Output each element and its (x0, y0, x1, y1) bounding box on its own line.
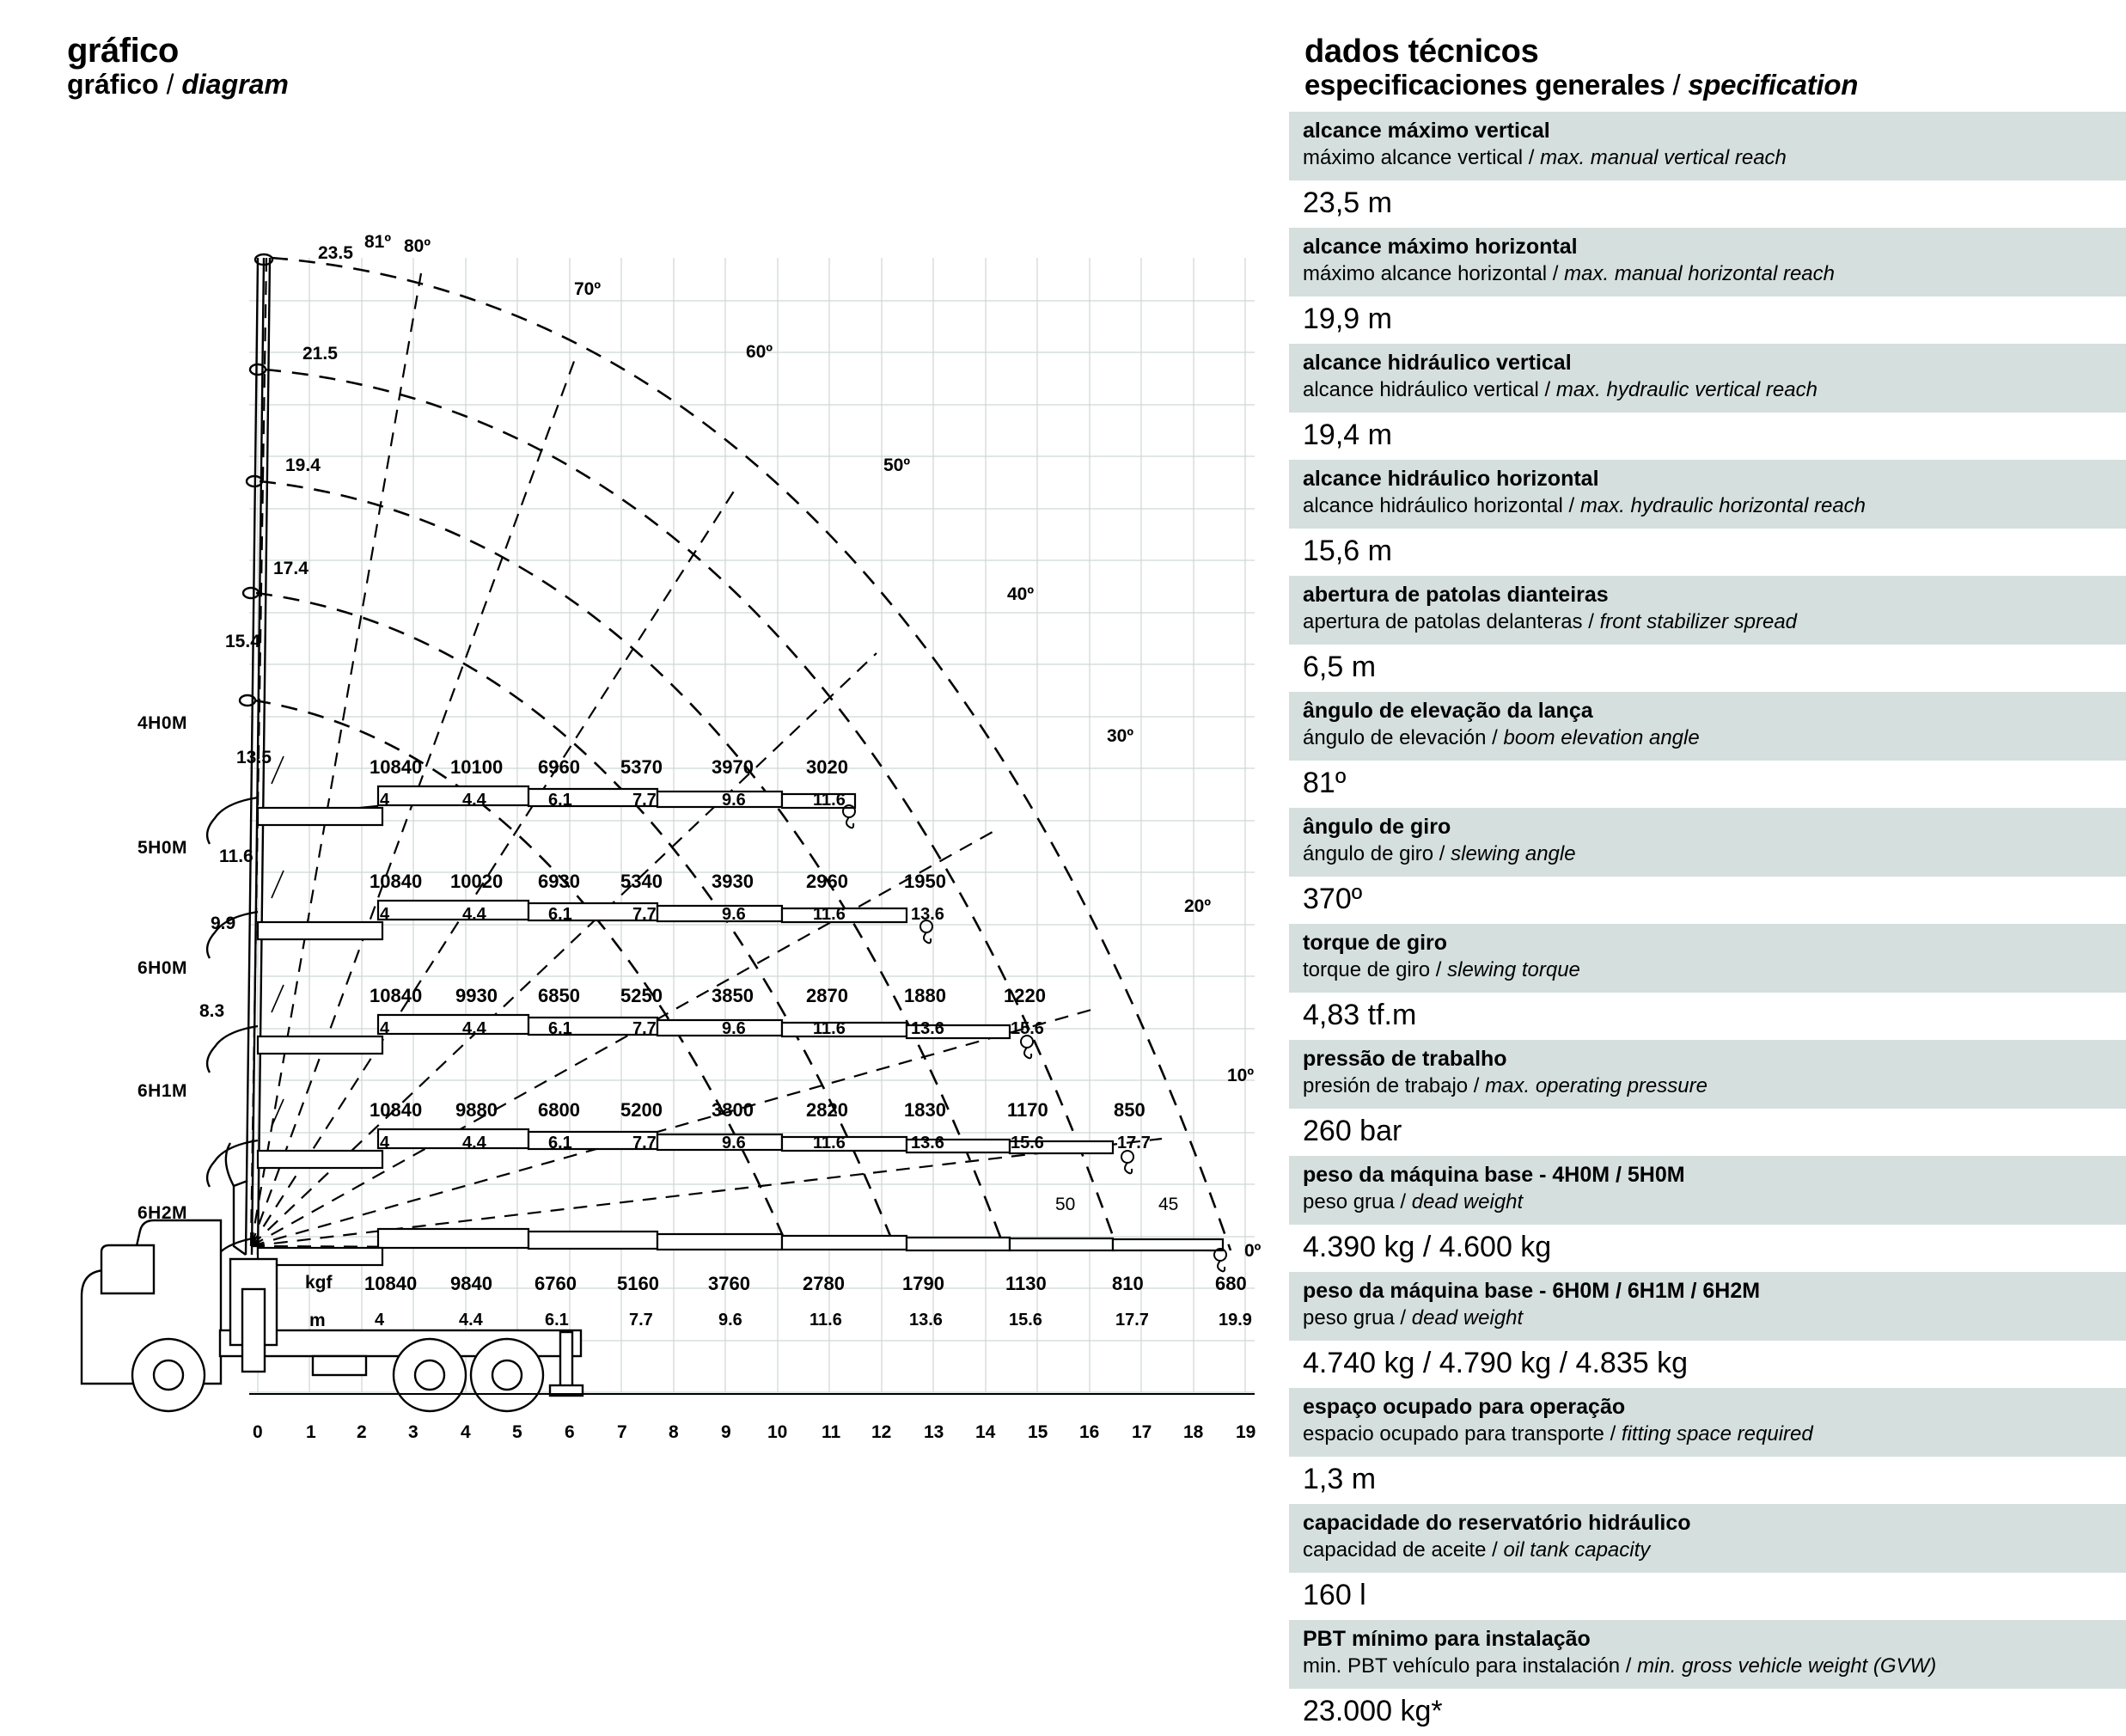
kgf-6H1M-6: 1830 (904, 1099, 946, 1121)
kgf-6H2M-7: 1130 (1005, 1273, 1047, 1294)
spec-label-es: torque de giro (1303, 958, 1431, 982)
m-6H0M-3: 7.7 (632, 1019, 657, 1038)
spec-label-en: max. hydraulic vertical reach (1555, 378, 1817, 402)
spec-label-es-en: alcance hidráulico vertical / max. hydraulic vertical reach (1303, 378, 1817, 402)
spec-title-es: especificaciones generales (1304, 69, 1665, 101)
y-tick-label-7: 9.9 (211, 914, 236, 933)
x-tick-label-7: 7 (617, 1422, 627, 1442)
spec-row (1289, 344, 2126, 460)
kgf-6H0M-5: 2870 (806, 985, 848, 1006)
kgf-6H1M-3: 5200 (620, 1099, 663, 1121)
spec-row-label (1289, 576, 2126, 645)
manual-extension-label-45: 45 (1158, 1195, 1179, 1214)
spec-label-pt: PBT mínimo para instalação (1303, 1626, 1591, 1651)
spec-row-label (1289, 1388, 2126, 1457)
angle-label-50: 50º (883, 455, 911, 475)
x-tick-label-1: 1 (306, 1422, 316, 1442)
spec-label-pt: pressão de trabalho (1303, 1046, 1507, 1071)
m-6H0M-1: 4.4 (462, 1019, 486, 1038)
kgf-4H0M-0: 10840 (370, 756, 423, 778)
spec-row-label (1289, 1620, 2126, 1689)
kgf-5H0M-3: 5340 (620, 871, 663, 892)
kgf-axis-header: kgf (305, 1273, 333, 1293)
spec-label-es-en: presión de trabajo / max. operating pressure (1303, 1074, 1708, 1098)
m-6H1M-0: 4 (380, 1134, 390, 1152)
spec-title-line2 (1304, 70, 2126, 101)
spec-label-pt: alcance máximo vertical (1303, 118, 1550, 143)
spec-label-pt: ângulo de giro (1303, 814, 1451, 839)
kgf-6H0M-1: 9930 (455, 985, 498, 1006)
spec-label-en: fitting space required (1621, 1422, 1813, 1446)
spec-title-block (1304, 34, 2126, 101)
y-tick-label-3: 17.4 (273, 559, 309, 578)
m-5H0M-1: 4.4 (462, 905, 486, 924)
y-tick-label-1: 21.5 (302, 344, 338, 364)
m-5H0M-0: 4 (380, 905, 390, 924)
m-6H1M-7: 15.6 (1011, 1134, 1044, 1152)
angle-label-80: 80º (404, 236, 431, 256)
spec-label-en: max. manual vertical reach (1540, 146, 1787, 170)
kgf-6H0M-7: 1220 (1004, 985, 1046, 1006)
kgf-6H2M-6: 1790 (902, 1273, 944, 1294)
spec-rows-list (1289, 112, 2126, 1736)
spec-row (1289, 808, 2126, 924)
diagram-title-sub-en: diagram (181, 69, 289, 100)
kgf-6H1M-5: 2820 (806, 1099, 848, 1121)
spec-row-value: 370º (1303, 882, 1363, 915)
spec-label-en: max. manual horizontal reach (1564, 262, 1835, 286)
spec-label-es-en: máximo alcance vertical / max. manual vertical reach (1303, 146, 1787, 170)
spec-row (1289, 1388, 2126, 1504)
spec-label-es: peso grua (1303, 1190, 1395, 1214)
kgf-5H0M-4: 3930 (712, 871, 754, 892)
m-6H1M-1: 4.4 (462, 1134, 486, 1152)
kgf-6H0M-0: 10840 (370, 985, 423, 1006)
diagram-title-sub-sep: / (166, 69, 174, 100)
kgf-6H1M-7: 1170 (1007, 1099, 1048, 1121)
m-6H2M-2: 6.1 (545, 1311, 569, 1330)
m-6H0M-5: 11.6 (813, 1019, 846, 1038)
angle-label-20: 20º (1184, 896, 1212, 916)
x-tick-label-6: 6 (565, 1422, 575, 1442)
x-tick-label-10: 10 (767, 1422, 788, 1442)
kgf-6H2M-3: 5160 (617, 1273, 659, 1294)
m-5H0M-5: 11.6 (813, 905, 846, 924)
x-tick-label-18: 18 (1183, 1422, 1204, 1442)
spec-label-es: ángulo de elevación (1303, 726, 1487, 750)
x-tick-label-13: 13 (924, 1422, 944, 1442)
m-6H1M-2: 6.1 (548, 1134, 572, 1152)
kgf-6H2M-2: 6760 (535, 1273, 577, 1294)
m-6H1M-3: 7.7 (632, 1134, 657, 1152)
y-tick-label-6: 11.6 (219, 847, 254, 866)
x-tick-label-16: 16 (1079, 1422, 1100, 1442)
kgf-4H0M-2: 6960 (538, 756, 580, 778)
manual-extension-label-50: 50 (1055, 1195, 1076, 1214)
m-4H0M-5: 11.6 (813, 791, 846, 810)
kgf-5H0M-2: 6930 (538, 871, 580, 892)
spec-label-es: capacidad de aceite (1303, 1538, 1487, 1562)
kgf-6H0M-3: 5250 (620, 985, 663, 1006)
m-5H0M-4: 9.6 (722, 905, 746, 924)
m-6H2M-9: 19.9 (1219, 1311, 1252, 1330)
spec-label-pt: capacidade do reservatório hidráulico (1303, 1510, 1691, 1535)
spec-row-value: 4.740 kg / 4.790 kg / 4.835 kg (1303, 1346, 1688, 1379)
angle-label-10: 10º (1227, 1066, 1255, 1085)
y-tick-label-0: 23.5 (318, 243, 353, 263)
m-4H0M-3: 7.7 (632, 791, 657, 810)
spec-row-value: 260 bar (1303, 1114, 1402, 1147)
spec-label-es-en: peso grua / dead weight (1303, 1190, 1524, 1214)
m-6H0M-4: 9.6 (722, 1019, 746, 1038)
spec-label-en: dead weight (1411, 1190, 1524, 1214)
spec-title-sep: / (1672, 69, 1681, 101)
spec-row-value: 4.390 kg / 4.600 kg (1303, 1230, 1552, 1263)
spec-label-es: ángulo de giro (1303, 842, 1434, 866)
kgf-4H0M-3: 5370 (620, 756, 663, 778)
spec-row (1289, 692, 2126, 808)
spec-row-value: 81º (1303, 766, 1347, 799)
m-6H0M-0: 4 (380, 1019, 390, 1038)
kgf-4H0M-5: 3020 (806, 756, 848, 778)
kgf-5H0M-1: 10020 (450, 871, 504, 892)
spec-label-en: dead weight (1411, 1306, 1524, 1330)
m-6H1M-4: 9.6 (722, 1134, 746, 1152)
x-tick-label-14: 14 (975, 1422, 996, 1442)
kgf-6H2M-0: 10840 (364, 1273, 418, 1294)
spec-label-pt: torque de giro (1303, 930, 1448, 955)
spec-label-es-en: espacio ocupado para transporte / fitting space required (1303, 1422, 1813, 1446)
model-label-6H2M: 6H2M (137, 1203, 188, 1223)
angle-label-70: 70º (574, 279, 602, 299)
x-tick-label-12: 12 (871, 1422, 892, 1442)
kgf-6H2M-5: 2780 (803, 1273, 845, 1294)
kgf-6H2M-9: 680 (1215, 1273, 1247, 1294)
m-6H0M-2: 6.1 (548, 1019, 572, 1038)
spec-row-value: 160 l (1303, 1578, 1366, 1611)
spec-label-es-en: ángulo de giro / slewing angle (1303, 842, 1576, 866)
model-label-5H0M: 5H0M (137, 838, 188, 858)
x-tick-label-9: 9 (721, 1422, 731, 1442)
spec-row-label (1289, 460, 2126, 529)
angle-label-0: 0º (1244, 1241, 1262, 1261)
y-tick-label-2: 19.4 (285, 455, 321, 475)
spec-title-pt: dados técnicos (1304, 34, 1539, 70)
spec-label-es: espacio ocupado para transporte (1303, 1422, 1604, 1446)
spec-label-en: front stabilizer spread (1599, 610, 1798, 634)
spec-label-es-en: torque de giro / slewing torque (1303, 958, 1580, 982)
kgf-5H0M-0: 10840 (370, 871, 423, 892)
x-tick-label-3: 3 (408, 1422, 418, 1442)
x-tick-label-8: 8 (669, 1422, 679, 1442)
diagram-title-main: gráfico (67, 32, 179, 70)
kgf-4H0M-4: 3970 (712, 756, 754, 778)
spec-row (1289, 1504, 2126, 1620)
m-axis-header: m (309, 1311, 326, 1330)
y-tick-label-4: 15.4 (225, 632, 260, 651)
angle-label-81: 81º (364, 232, 392, 252)
spec-label-en: slewing torque (1447, 958, 1580, 982)
spec-label-pt: peso da máquina base - 4H0M / 5H0M (1303, 1162, 1685, 1187)
spec-row-value: 19,4 m (1303, 418, 1392, 451)
kgf-5H0M-6: 1950 (904, 871, 946, 892)
spec-row-value: 19,9 m (1303, 302, 1392, 335)
m-5H0M-3: 7.7 (632, 905, 657, 924)
spec-row-label (1289, 808, 2126, 877)
spec-row (1289, 1620, 2126, 1736)
x-tick-label-19: 19 (1236, 1422, 1256, 1442)
m-6H2M-8: 17.7 (1115, 1311, 1149, 1330)
spec-label-pt: peso da máquina base - 6H0M / 6H1M / 6H2M (1303, 1278, 1761, 1303)
m-4H0M-4: 9.6 (722, 791, 746, 810)
kgf-6H1M-0: 10840 (370, 1099, 423, 1121)
x-tick-label-0: 0 (253, 1422, 263, 1442)
kgf-6H0M-4: 3850 (712, 985, 754, 1006)
m-4H0M-0: 4 (380, 791, 390, 810)
x-tick-label-11: 11 (822, 1422, 841, 1442)
kgf-6H2M-1: 9840 (450, 1273, 492, 1294)
specification-panel (1289, 0, 2126, 1727)
spec-label-es-en: alcance hidráulico horizontal / max. hydraulic horizontal reach (1303, 494, 1866, 518)
m-6H2M-7: 15.6 (1009, 1311, 1042, 1330)
diagram-title-sub-pt: gráfico (67, 69, 159, 100)
kgf-6H0M-6: 1880 (904, 985, 946, 1006)
spec-label-pt: alcance máximo horizontal (1303, 234, 1578, 259)
spec-row-value: 4,83 tf.m (1303, 998, 1417, 1031)
m-6H2M-3: 7.7 (629, 1311, 653, 1330)
kgf-6H1M-8: 850 (1114, 1099, 1145, 1121)
m-6H0M-7: 15.6 (1011, 1019, 1044, 1038)
m-6H1M-6: 13.6 (911, 1134, 944, 1152)
kgf-5H0M-5: 2960 (806, 871, 848, 892)
spec-label-en: max. hydraulic horizontal reach (1579, 494, 1866, 518)
spec-row-label (1289, 228, 2126, 296)
model-label-6H0M: 6H0M (137, 958, 188, 978)
y-tick-label-8: 8.3 (199, 1001, 225, 1021)
spec-row-value: 6,5 m (1303, 650, 1377, 683)
spec-label-en: max. operating pressure (1485, 1074, 1708, 1098)
spec-row-label (1289, 1272, 2126, 1341)
spec-label-es: presión de trabajo (1303, 1074, 1469, 1098)
boom-row-4H0M (207, 786, 855, 844)
x-tick-label-4: 4 (461, 1422, 471, 1442)
spec-label-es: alcance hidráulico vertical (1303, 378, 1539, 402)
m-6H0M-6: 13.6 (911, 1019, 944, 1038)
spec-label-pt: ângulo de elevação da lança (1303, 698, 1593, 723)
kgf-6H2M-8: 810 (1112, 1273, 1144, 1294)
spec-row-value: 1,3 m (1303, 1462, 1377, 1495)
spec-label-en: slewing angle (1451, 842, 1576, 866)
spec-label-pt: abertura de patolas dianteiras (1303, 582, 1609, 607)
x-tick-label-15: 15 (1028, 1422, 1048, 1442)
kgf-6H1M-2: 6800 (538, 1099, 580, 1121)
spec-row-label (1289, 692, 2126, 761)
spec-label-es: alcance hidráulico horizontal (1303, 494, 1563, 518)
kgf-6H1M-4: 3800 (712, 1099, 754, 1121)
m-6H2M-0: 4 (375, 1311, 385, 1330)
spec-label-pt: espaço ocupado para operação (1303, 1394, 1626, 1419)
m-4H0M-1: 4.4 (462, 791, 486, 810)
chart-gridlines (249, 258, 1255, 1392)
m-6H2M-4: 9.6 (718, 1311, 742, 1330)
m-6H2M-1: 4.4 (459, 1311, 483, 1330)
spec-row (1289, 1156, 2126, 1272)
kgf-6H2M-4: 3760 (708, 1273, 750, 1294)
kgf-6H0M-2: 6850 (538, 985, 580, 1006)
m-6H1M-8: 17.7 (1117, 1134, 1151, 1152)
m-5H0M-6: 13.6 (911, 905, 944, 924)
spec-row-label (1289, 1504, 2126, 1573)
angle-label-30: 30º (1107, 726, 1134, 746)
spec-row-label (1289, 344, 2126, 413)
spec-label-en: min. gross vehicle weight (GVW) (1637, 1654, 1937, 1678)
spec-label-es-en: peso grua / dead weight (1303, 1306, 1524, 1330)
spec-row (1289, 1040, 2126, 1156)
m-5H0M-2: 6.1 (548, 905, 572, 924)
spec-label-en: oil tank capacity (1503, 1538, 1651, 1562)
spec-row-value: 23.000 kg* (1303, 1694, 1443, 1727)
spec-label-es-en: apertura de patolas delanteras / front stabilizer spread (1303, 610, 1798, 634)
angle-label-40: 40º (1007, 584, 1035, 604)
spec-row (1289, 460, 2126, 576)
spec-title-en: specification (1688, 69, 1859, 101)
spec-row (1289, 1272, 2126, 1388)
y-tick-label-5: 13.5 (236, 748, 272, 767)
spec-label-es: peso grua (1303, 1306, 1395, 1330)
m-4H0M-2: 6.1 (548, 791, 572, 810)
spec-label-es: máximo alcance horizontal (1303, 262, 1548, 286)
spec-row (1289, 924, 2126, 1040)
model-label-4H0M: 4H0M (137, 713, 188, 733)
spec-label-es-en: máximo alcance horizontal / max. manual horizontal reach (1303, 262, 1835, 286)
x-tick-label-17: 17 (1132, 1422, 1152, 1442)
spec-label-es: min. PBT vehículo para instalación (1303, 1654, 1621, 1678)
m-6H1M-5: 11.6 (813, 1134, 846, 1152)
spec-row-label (1289, 1040, 2126, 1109)
spec-row-label (1289, 1156, 2126, 1225)
spec-row (1289, 112, 2126, 228)
spec-label-es-en: capacidad de aceite / oil tank capacity (1303, 1538, 1651, 1562)
spec-label-en: boom elevation angle (1503, 726, 1700, 750)
m-6H2M-5: 11.6 (809, 1311, 842, 1330)
model-label-6H1M: 6H1M (137, 1081, 188, 1101)
spec-row-label (1289, 112, 2126, 180)
spec-label-pt: alcance hidráulico horizontal (1303, 466, 1599, 491)
m-6H2M-6: 13.6 (909, 1311, 943, 1330)
spec-label-es: máximo alcance vertical (1303, 146, 1524, 170)
angle-label-60: 60º (746, 342, 773, 362)
spec-label-es-en: min. PBT vehículo para instalación / min. gross vehicle weight (GVW) (1303, 1654, 1937, 1678)
spec-label-pt: alcance hidráulico vertical (1303, 350, 1572, 375)
spec-row-value: 15,6 m (1303, 534, 1392, 567)
x-tick-label-2: 2 (357, 1422, 367, 1442)
spec-row-value: 23,5 m (1303, 186, 1392, 219)
spec-label-es-en: ángulo de elevación / boom elevation angle (1303, 726, 1700, 750)
spec-label-es: apertura de patolas delanteras (1303, 610, 1583, 634)
spec-row (1289, 228, 2126, 344)
spec-row (1289, 576, 2126, 692)
kgf-4H0M-1: 10100 (450, 756, 504, 778)
spec-row-label (1289, 924, 2126, 993)
kgf-6H1M-1: 9880 (455, 1099, 498, 1121)
x-tick-label-5: 5 (512, 1422, 522, 1442)
